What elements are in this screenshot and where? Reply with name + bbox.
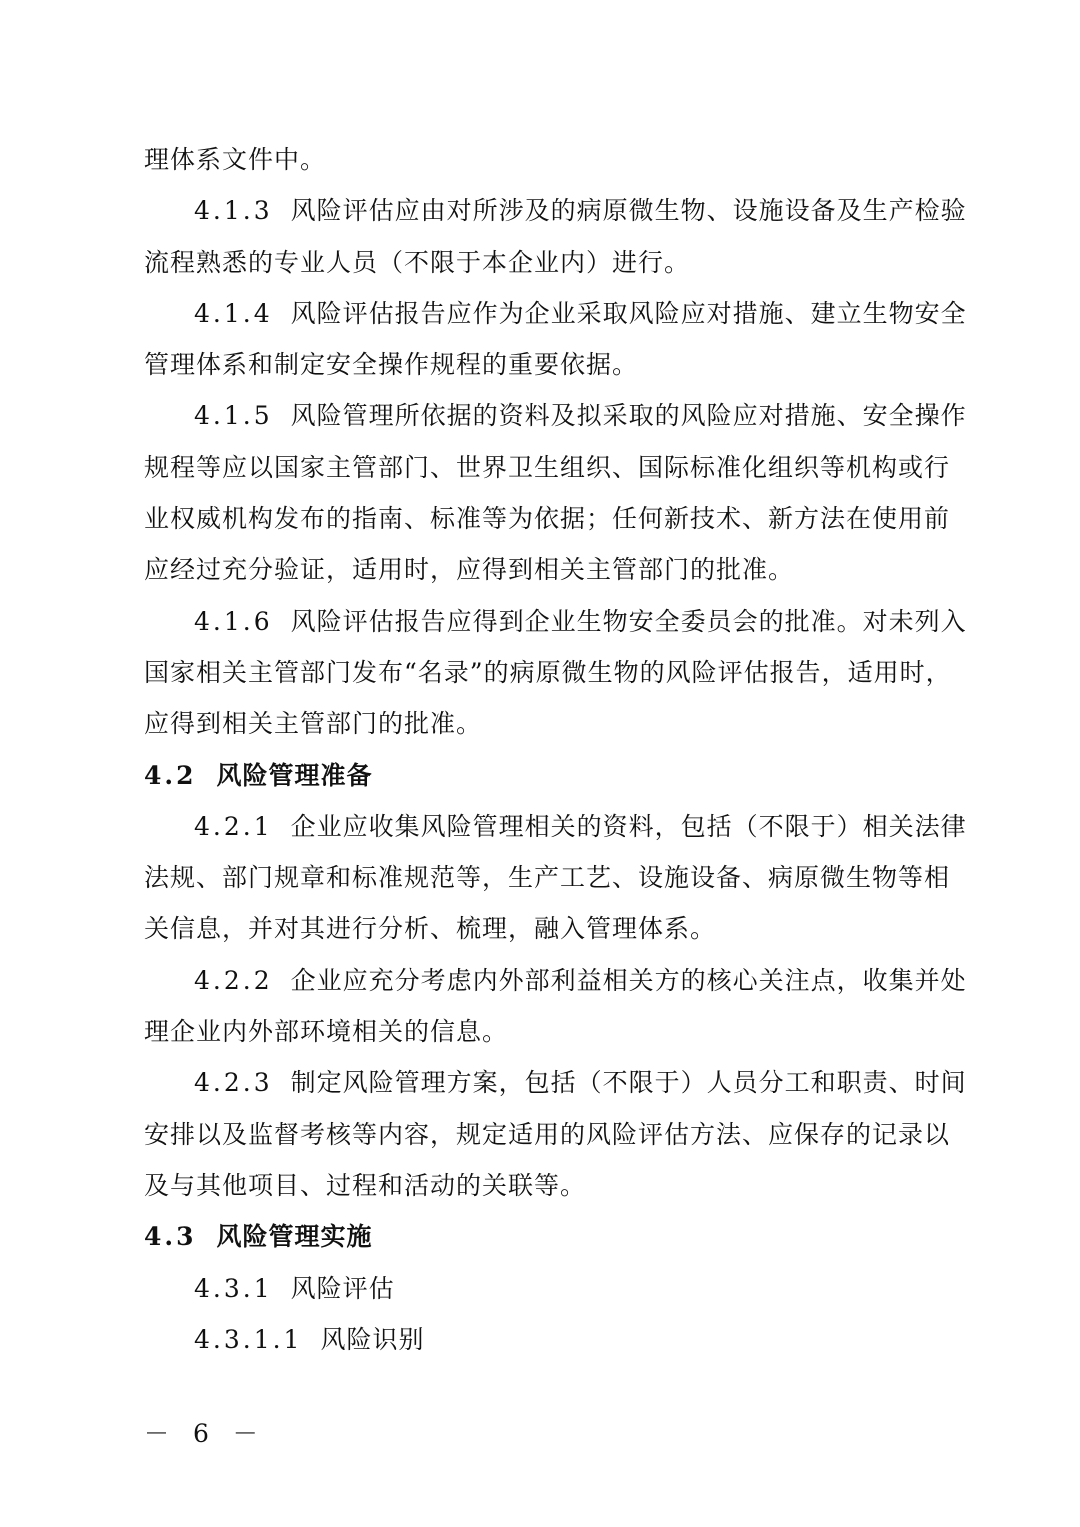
clause-text: 流程熟悉的专业人员（不限于本企业内）进行。 <box>144 247 691 277</box>
clause-text: 风险评估应由对所涉及的病原微生物、设施设备及生产检验 <box>290 196 967 226</box>
subsection-heading-4-3-1-1 <box>144 1314 940 1365</box>
clause-text: 应经过充分验证，适用时，应得到相关主管部门的批准。 <box>144 555 795 585</box>
clause-text: 理企业内外部环境相关的信息。 <box>144 1017 509 1047</box>
paragraph-text: 理体系文件中。 <box>144 145 327 174</box>
clause-4-1-6 <box>144 596 967 647</box>
section-title: 风险管理实施 <box>216 1222 373 1252</box>
section-number: 4.3 <box>144 1222 197 1252</box>
clause-4-1-5-continuation <box>144 544 940 595</box>
clause-number: 4.3.1 <box>194 1273 273 1303</box>
clause-4-2-3-continuation <box>144 1160 940 1211</box>
page-number: － 6 － <box>144 1419 266 1448</box>
clause-4-1-5 <box>144 390 967 441</box>
clause-4-1-6-continuation <box>144 698 940 749</box>
clause-4-1-3 <box>144 185 967 236</box>
section-title: 风险管理准备 <box>216 760 373 790</box>
clause-4-2-1-continuation <box>144 903 940 954</box>
clause-number: 4.1.6 <box>194 606 273 636</box>
clause-text: 及与其他项目、过程和活动的关联等。 <box>144 1170 587 1200</box>
clause-text: 关信息，并对其进行分析、梳理，融入管理体系。 <box>144 914 717 944</box>
clause-text: 制定风险管理方案，包括（不限于）人员分工和职责、时间 <box>290 1068 967 1098</box>
clause-4-2-1-continuation <box>144 852 951 903</box>
clause-number: 4.1.3 <box>194 196 273 226</box>
clause-text: 风险管理所依据的资料及拟采取的风险应对措施、安全操作 <box>290 401 967 431</box>
clause-number: 4.2.1 <box>194 811 273 841</box>
clause-number: 4.3.1.1 <box>194 1324 303 1354</box>
clause-text: 规程等应以国家主管部门、世界卫生组织、国际标准化组织等机构或行 <box>144 452 951 482</box>
clause-4-2-3 <box>144 1057 967 1108</box>
paragraph-continuation <box>144 134 940 185</box>
clause-text: 风险评估报告应得到企业生物安全委员会的批准。对未列入 <box>290 606 967 636</box>
clause-4-1-4-continuation <box>144 339 940 390</box>
subsection-title: 风险评估 <box>290 1273 395 1303</box>
clause-4-1-3-continuation <box>144 237 940 288</box>
subsection-title: 风险识别 <box>320 1324 425 1354</box>
clause-number: 4.1.5 <box>194 401 273 431</box>
section-number: 4.2 <box>144 760 197 790</box>
clause-text: 业权威机构发布的指南、标准等为依据；任何新技术、新方法在使用前 <box>144 504 951 534</box>
clause-4-2-2 <box>144 955 967 1006</box>
clause-text: 企业应收集风险管理相关的资料，包括（不限于）相关法律 <box>290 811 967 841</box>
section-heading-4-3 <box>144 1211 940 1262</box>
clause-number: 4.1.4 <box>194 298 273 328</box>
clause-4-1-6-continuation <box>144 647 952 698</box>
clause-4-2-2-continuation <box>144 1006 940 1057</box>
subsection-heading-4-3-1 <box>144 1263 940 1314</box>
clause-4-2-1 <box>144 801 967 852</box>
clause-number: 4.2.2 <box>194 965 273 995</box>
clause-number: 4.2.3 <box>194 1068 273 1098</box>
clause-text: 企业应充分考虑内外部利益相关方的核心关注点，收集并处 <box>290 965 967 995</box>
clause-text: 应得到相关主管部门的批准。 <box>144 709 483 739</box>
clause-text: 安排以及监督考核等内容，规定适用的风险评估方法、应保存的记录以 <box>144 1119 951 1149</box>
clause-text: 法规、部门规章和标准规范等，生产工艺、设施设备、病原微生物等相 <box>144 863 951 893</box>
clause-text: 管理体系和制定安全操作规程的重要依据。 <box>144 350 639 380</box>
clause-4-2-3-continuation <box>144 1109 951 1160</box>
clause-4-1-5-continuation <box>144 442 951 493</box>
document-body <box>144 134 967 1365</box>
clause-4-1-4 <box>144 288 967 339</box>
clause-text: 国家相关主管部门发布“名录”的病原微生物的风险评估报告，适用时， <box>144 657 952 687</box>
section-heading-4-2 <box>144 750 940 801</box>
clause-text: 风险评估报告应作为企业采取风险应对措施、建立生物安全 <box>290 298 967 328</box>
clause-4-1-5-continuation <box>144 493 951 544</box>
